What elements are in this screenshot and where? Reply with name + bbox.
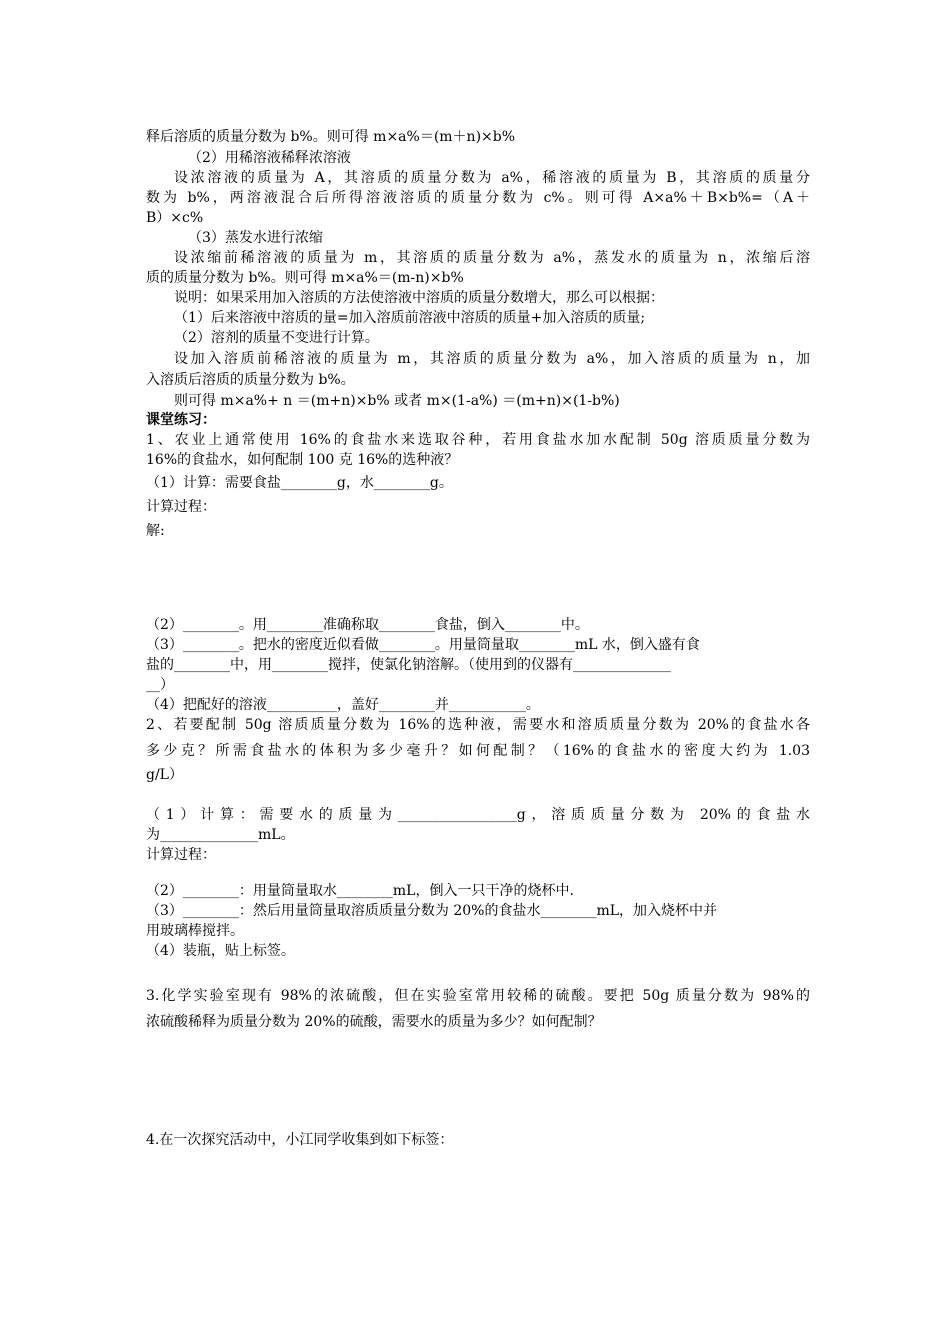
question-1: 1、农业上通常使用 16%的食盐水来选取谷种，若用食盐水加水配制 50g 溶质质量分数为	[146, 432, 810, 448]
section-heading: （2）用稀溶液稀释浓溶液	[188, 150, 351, 166]
text-line: （1）后来溶液中溶质的量=加入溶质前溶液中溶质的质量+加入溶质的质量;	[174, 310, 646, 326]
formula-line: 则可得 m×a%+ n ＝(m+n)×b% 或者 m×(1-a%) ＝(m+n)×(1-b%)	[174, 393, 620, 409]
text-line: （4）装瓶，贴上标签。	[146, 943, 295, 959]
text-line: 计算过程：	[146, 847, 216, 863]
question-4: 4.在一次探究活动中，小江同学收集到如下标签：	[146, 1132, 454, 1148]
text-line: __）	[146, 677, 174, 693]
text-line: 入溶质后溶质的质量分数为 b%。	[146, 372, 355, 388]
text-line: 说明：如果采用加入溶质的方法使溶液中溶质的质量分数增大，那么可以根据：	[174, 290, 664, 306]
text-line: g/L）	[146, 767, 183, 783]
text-line: 释后溶质的质量分数为 b%。则可得 m×a%＝(m＋n)×b%	[146, 129, 516, 145]
text-line: （4）把配好的溶液__________，盖好________并___________。	[146, 697, 540, 713]
text-line: 16%的食盐水，如何配制 100 克 16%的选种液？	[146, 452, 459, 468]
text-line: 质的质量分数为 b%。则可得 m×a%＝(m-n)×b%	[146, 270, 464, 286]
text-line: 浓硫酸稀释为质量分数为 20%的硫酸，需要水的质量为多少？如何配制？	[146, 1014, 602, 1030]
text-line: 设浓溶液的质量为 A，其溶质的质量分数为 a%，稀溶液的质量为 B，其溶质的质量分	[174, 170, 810, 186]
text-line: 设浓缩前稀溶液的质量为 m，其溶质的质量分数为 a%，蒸发水的质量为 n，浓缩后溶	[174, 250, 810, 266]
text-line: （1）计算：需要食盐________g，水________g。	[146, 475, 453, 491]
text-line: （2）溶剂的质量不变进行计算。	[174, 330, 379, 346]
text-line: （2）________。用________准确称取________食盐，倒入________中。	[146, 617, 589, 633]
text-line: 为______________mL。	[146, 827, 295, 843]
text-line: 数为 b%，两溶液混合后所得溶液溶质的质量分数为 c%。则可得 A×a%＋B×b%=（A＋	[146, 190, 810, 206]
text-line: （3）________。把水的密度近似看做________。用量筒量取________mL 水，倒入盛有食	[146, 637, 700, 653]
text-line: 解:	[146, 523, 165, 539]
text-line: （1）计算：需要水的质量为_________________g，溶质质量分数为 20%的食盐水	[146, 807, 810, 823]
question-2: 2、若要配制 50g 溶质质量分数为 16%的选种液，需要水和溶质质量分数为 20%的食盐水各	[146, 717, 810, 733]
text-line: （3）________：然后用量筒量取溶质质量分数为 20%的食盐水________mL，加入烧杯中并	[146, 903, 718, 919]
question-3: 3.化学实验室现有 98%的浓硫酸，但在实验室常用较稀的硫酸。要把 50g 质量分数为 98%的	[146, 988, 810, 1004]
text-line: 设加入溶质前稀溶液的质量为 m，其溶质的质量分数为 a%，加入溶质的质量为 n，加	[174, 351, 810, 367]
section-heading: （3）蒸发水进行浓缩	[188, 230, 323, 246]
text-line: 用玻璃棒搅拌。	[146, 923, 244, 939]
text-line: 盐的________中，用________搅拌，使氯化钠溶解。（使用到的仪器有______________	[146, 657, 671, 673]
text-line: B）×c%	[146, 210, 204, 226]
text-line: 计算过程：	[146, 499, 216, 515]
section-title: 课堂练习：	[146, 412, 216, 428]
text-line: （2）________：用量筒量取水________mL，倒入一只干净的烧杯中.	[146, 883, 574, 899]
text-line: 多少克？所需食盐水的体积为多少毫升？如何配制？（16%的食盐水的密度大约为 1.03	[146, 743, 810, 759]
